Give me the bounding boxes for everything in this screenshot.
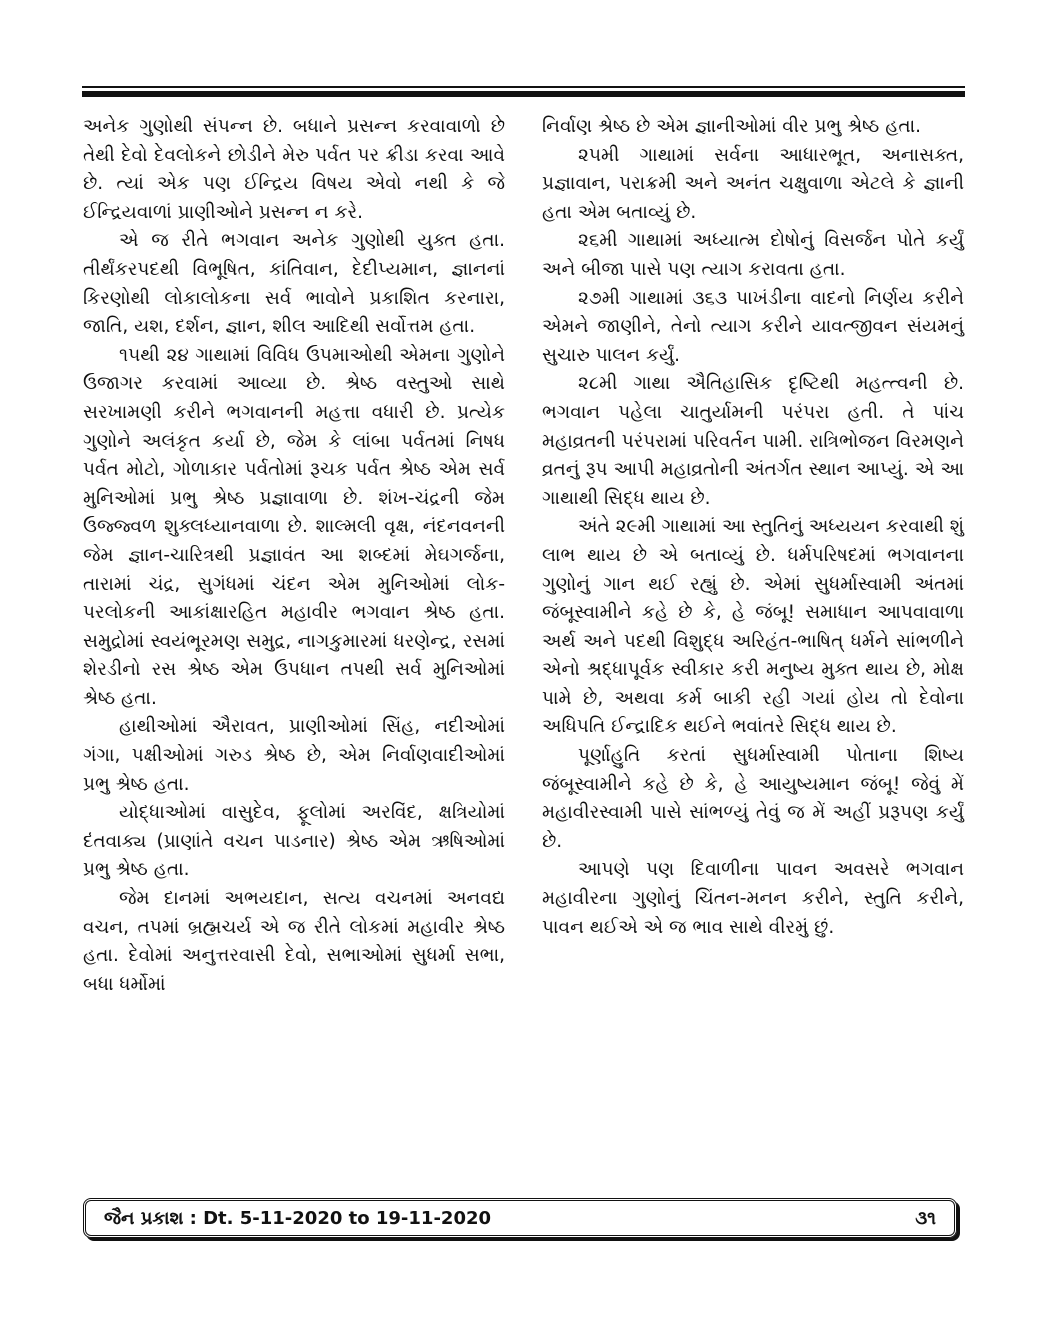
paragraph: ૨૭મી ગાથામાં ૩૬૩ પાખંડીના વાદનો નિર્ણય કરીને એમને જાણીને, તેનો ત્યાગ કરીને યાવત્જીવન સંયમનું સુચારુ પાલન કર્યું. bbox=[542, 287, 964, 366]
paragraph: ૧૫થી ૨૪ ગાથામાં વિવિધ ઉપમાઓથી એમના ગુણોને ઉજાગર કરવામાં આવ્યા છે. શ્રેષ્ઠ વસ્તુઓ સાથે સરખામણી કરીને ભગવાનની મહત્તા વધારી છે. પ્રત્યેક ગુણોને અલંકૃત કર્યા છે, જેમ કે લાંબા પર્વતમાં નિષધ પર્વત મોટો, ગોળાકાર પર્વતોમાં રૂચક પર્વત શ્રેષ્ઠ એમ સર્વ મુનિઓમાં પ્રભુ શ્રેષ્ઠ પ્રજ્ઞાવાળા છે. શંખ-ચંદ્રની જેમ ઉજ્જ્વળ શુક્લધ્યાનવાળા છે. શાલ્મલી વૃક્ષ, નંદનવનની જેમ જ્ઞાન-ચારિત્રથી પ્રજ્ઞાવંત આ શબ્દમાં મેઘગર્જના, તારામાં ચંદ્ર, સુગંધમાં ચંદન એમ મુનિઓમાં લોક-પરલોકની આકાંક્ષારહિત મહાવીર ભગવાન શ્રેષ્ઠ હતા. સમુદ્રોમાં સ્વયંભૂરમણ સમુદ્ર, નાગકુમારમાં ધરણેન્દ્ર, રસમાં શેરડીનો રસ શ્રેષ્ઠ એમ ઉપધાન તપથી સર્વ મુનિઓમાં શ્રેષ્ઠ હતા. bbox=[83, 344, 505, 709]
paragraph: હાથીઓમાં ઐરાવત, પ્રાણીઓમાં સિંહ, નદીઓમાં ગંગા, પક્ષીઓમાં ગરુડ શ્રેષ્ઠ છે, એમ નિર્વાણવાદીઓમાં પ્રભુ શ્રેષ્ઠ હતા. bbox=[83, 716, 505, 795]
paragraph: આપણે પણ દિવાળીના પાવન અવસરે ભગવાન મહાવીરના ગુણોનું ચિંતન-મનન કરીને, સ્તુતિ કરીને, પાવન થઈએ એ જ ભાવ સાથે વીરમું છું. bbox=[542, 859, 964, 938]
publication-info: જૈન પ્રકાશ : Dt. 5-11-2020 to 19-11-2020 bbox=[104, 1208, 492, 1229]
paragraph: અંતે ૨૯મી ગાથામાં આ સ્તુતિનું અધ્યયન કરવાથી શું લાભ થાય છે એ બતાવ્યું છે. ધર્મપરિષદમાં ભગવાનના ગુણોનું ગાન થઈ રહ્યું છે. એમાં સુધર્માસ્વામી અંતમાં જંબૂસ્વામીને કહે છે કે, હે જંબૂ! સમાધાન આપવાવાળા અર્થ અને પદથી વિશુદ્ધ અરિહંત-ભાષિત્ ધર્મને સાંભળીને એનો શ્રદ્ધાપૂર્વક સ્વીકાર કરી મનુષ્ય મુક્ત થાય છે, મોક્ષ પામે છે, અથવા કર્મ બાકી રહી ગયાં હોય તો દેવોના અધિપતિ ઈન્દ્રાદિક થઈને ભવાંતરે સિદ્ધ થાય છે. bbox=[542, 516, 965, 738]
paragraph: ૨૮મી ગાથા ઐતિહાસિક દૃષ્ટિથી મહત્ત્વની છે. ભગવાન પહેલા ચાતુર્યામની પરંપરા હતી. તે પાંચ મહાવ્રતની પરંપરામાં પરિવર્તન પામી. રાત્રિભોજન વિરમણને વ્રતનું રૂપ આપી મહાવ્રતોની અંતર્ગત સ્થાન આપ્યું. એ આ ગાથાથી સિદ્ધ થાય છે. bbox=[542, 373, 964, 509]
right-column bbox=[542, 113, 964, 942]
paragraph: નિર્વાણ શ્રેષ્ઠ છે એમ જ્ઞાનીઓમાં વીર પ્રભુ શ્રેષ્ઠ હતા. bbox=[542, 116, 922, 137]
paragraph: યોદ્ધાઓમાં વાસુદેવ, ફૂલોમાં અરવિંદ, ક્ષત્રિયોમાં દંતવાક્ય (પ્રાણાંતે વચન પાડનાર) શ્રેષ્ઠ એમ ઋષિઓમાં પ્રભુ શ્રેષ્ઠ હતા. bbox=[83, 802, 505, 881]
header-rule bbox=[82, 86, 965, 97]
left-column bbox=[83, 113, 505, 999]
paragraph: પૂર્ણાહુતિ કરતાં સુધર્માસ્વામી પોતાના શિષ્ય જંબૂસ્વામીને કહે છે કે, હે આયુષ્યમાન જંબૂ! જેવું મેં મહાવીરસ્વામી પાસે સાંભળ્યું તેવું જ મેં અહીં પ્રરૂપણ કર્યું છે. bbox=[542, 745, 964, 852]
paragraph: જેમ દાનમાં અભયદાન, સત્ય વચનમાં અનવદ્ય વચન, તપમાં બ્રહ્મચર્ય એ જ રીતે લોકમાં મહાવીર શ્રેષ્ઠ હતા. દેવોમાં અનુત્તરવાસી દેવો, સભાઓમાં સુધર્મા સભા, બધા ધર્મોમાં bbox=[83, 888, 505, 995]
paragraph: ૨૫મી ગાથામાં સર્વના આધારભૂત, અનાસક્ત, પ્રજ્ઞાવાન, પરાક્રમી અને અનંત ચક્ષુવાળા એટલે કે જ્ઞાની હતા એમ બતાવ્યું છે. bbox=[542, 144, 964, 223]
page-number: ૩૧ bbox=[915, 1208, 936, 1229]
paragraph: અનેક ગુણોથી સંપન્ન છે. બધાને પ્રસન્ન કરવાવાળો છે તેથી દેવો દેવલોકને છોડીને મેરુ પર્વત પર ક્રીડા કરવા આવે છે. ત્યાં એક પણ ઈન્દ્રિય વિષય એવો નથી કે જે ઈન્દ્રિયવાળાં પ્રાણીઓને પ્રસન્ન ન કરે. bbox=[83, 116, 505, 223]
paragraph: ૨૬મી ગાથામાં અધ્યાત્મ દોષોનું વિસર્જન પોતે કર્યું અને બીજા પાસે પણ ત્યાગ કરાવતા હતા. bbox=[542, 230, 964, 280]
paragraph: એ જ રીતે ભગવાન અનેક ગુણોથી યુક્ત હતા. તીર્થંકરપદથી વિભૂષિત, કાંતિવાન, દેદીપ્યમાન, જ્ઞાનનાં કિરણોથી લોકાલોકના સર્વ ભાવોને પ્રકાશિત કરનારા, જાતિ, યશ, દર્શન, જ્ઞાન, શીલ આદિથી સર્વોત્તમ હતા. bbox=[83, 230, 505, 338]
footer-bar bbox=[83, 1198, 957, 1238]
